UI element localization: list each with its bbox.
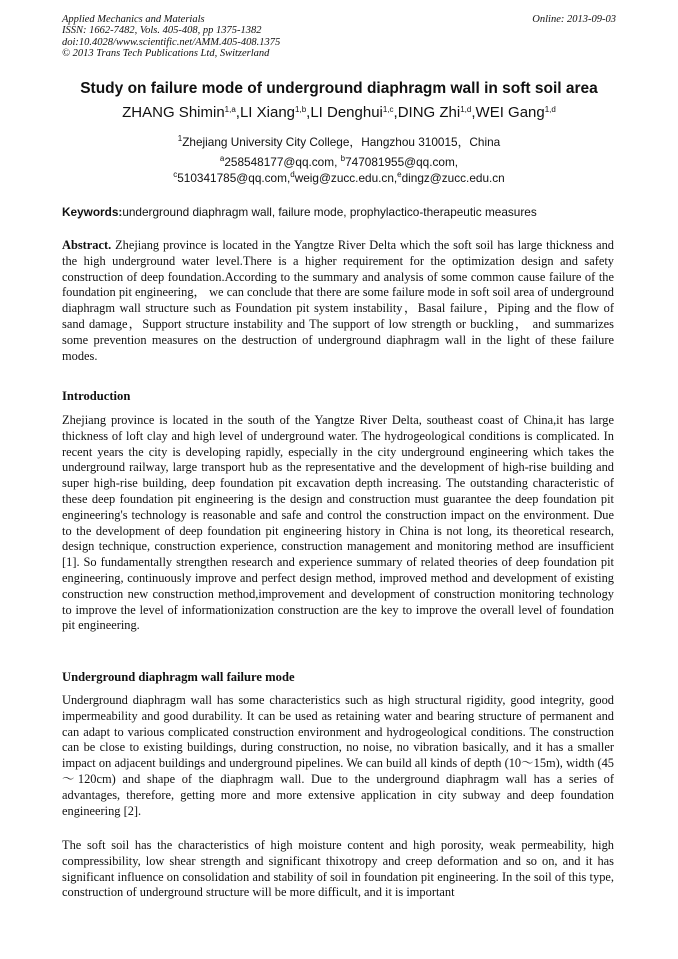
email-sup: a <box>219 154 225 163</box>
author-sup: 1,d <box>460 105 472 114</box>
affiliation-sup: 1 <box>177 134 183 143</box>
section-heading-introduction: Introduction <box>62 389 131 403</box>
email-address: 747081955@qq.com, <box>345 155 459 169</box>
doi: doi:10.4028/www.scientific.net/AMM.405-408.1375 <box>62 36 281 48</box>
author-name: LI Denghui <box>310 104 383 121</box>
email-address: 510341785@qq.com, <box>177 171 291 185</box>
email-sup: c <box>173 170 178 179</box>
keywords-label: Keywords: <box>62 205 123 219</box>
email-line <box>30 170 648 186</box>
paragraph-text: Underground diaphragm wall has some characteristics such as high structural rigidity, good integrity, good impermeability and good durability. It can be used as retaining water and bearing structure of permanent and can adapt to various complicated construction environment and hydrogeological conditions. The construction can be close to existing buildings, during construction, no noise, no vibration basically, and it has a smaller impact on adjacent buildings and underground pipelines. We can build all kinds of depth (10～15m), width (45～120cm) and shape of the diaphragm wall. Due to the underground diaphragm wall has a series of advantages, therefore, getting more and more extensive application in city subway and deep foundation engineering [2]. <box>62 693 614 818</box>
paragraph-text: Zhejiang province is located in the south of the Yangtze River Delta, southeast coast of China,it has large thickness of loft clay and high level of underground water. The hydrogeological conditions is complicated. In recent years the city is developing rapidly, especially in the city underground engineering which takes the underground railway, large transport hub as the representative and the development of high-rise building and super high-rise building, deep foundation pit excavation depth increasing. The outstanding characteristic of these deep foundation pit engineering is the design and construction must guarantee the deep foundation pit engineering's technology is reasonable and safe and control the construction impact on the environment. Due to the development of deep foundation pit engineering history in China is not long, its theoretical research, design technique, construction experience, construction management and monitoring method are insufficient [1]. So fundamentally strengthen research and experience summary of related theories of deep foundation pit engineering, continuously improve and perfect design method, improved method and development of existing construction new construction method,improvement and development of construction monitoring technology to improve the level of informationization construction are the key to improve the overall level of foundation pit engineering. <box>62 413 614 633</box>
keywords-text: underground diaphragm wall, failure mode, prophylactico-therapeutic measures <box>122 205 537 219</box>
email-sup: b <box>340 154 346 163</box>
keywords <box>62 205 616 219</box>
introduction-paragraph <box>62 413 614 634</box>
failure-mode-paragraph-1 <box>62 693 614 819</box>
author-sup: 1,c <box>382 105 394 114</box>
author-sup: 1,a <box>224 105 236 114</box>
author-name: WEI Gang <box>475 104 545 121</box>
abstract-text: Zhejiang province is located in the Yangtze River Delta which the soft soil has large thickness and the high underground water level.There is a higher requirement for the optimization design and safety construction of deep foundation.According to the summary and analysis of some common cause failure of the foundation pit engineering， we can conclude that there are some failure mode in soft soil area of underground diaphragm wall structure such as Foundation pit system instability，Basal failure，Piping and the flow of sand damage，Support structure instability and The support of low strength or buckling， and summarizes some prevention measures on the destruction of underground diaphragm wall in the light of these failure modes. <box>62 238 614 363</box>
abstract-label: Abstract. <box>62 238 112 252</box>
failure-mode-paragraph-2 <box>62 838 614 901</box>
email-address: 258548177@qq.com, <box>224 155 341 169</box>
issn: ISSN: 1662-7482, Vols. 405-408, pp 1375-1382 <box>62 25 262 37</box>
email-address: dingz@zucc.edu.cn <box>401 171 505 185</box>
journal-name: Applied Mechanics and Materials <box>62 14 205 25</box>
author-name: ZHANG Shimin <box>122 104 225 121</box>
abstract <box>62 238 614 364</box>
author-name: DING Zhi <box>397 104 461 121</box>
author-sup: 1,b <box>295 105 307 114</box>
journal-header <box>62 14 616 60</box>
paragraph-text: The soft soil has the characteristics of high moisture content and high porosity, weak permeability, high compressibility, low shear strength and significant thixotropy and creep deformation and so on, and it has significant influence on consolidation and stability of soil in foundation pit engineering. In the soil of this type, construction of underground structure will be more difficult, and it is important <box>62 838 614 900</box>
paper-title: Study on failure mode of underground diaphragm wall in soft soil area <box>80 80 598 97</box>
affiliation-text: Zhejiang University City College，Hangzhou 310015，China <box>182 135 501 149</box>
author-sup: 1,d <box>544 105 556 114</box>
email-sup: d <box>290 170 295 179</box>
author-list: ZHANG Shimin$^{1,a}$,LI Xiang$^{1,b}$,LI Denghui$^{1,c}$,DING Zhi$^{1,d}$,WEI Gang$^{1,d}$ <box>122 104 556 121</box>
email-sup: e <box>397 170 402 179</box>
email-address: weig@zucc.edu.cn, <box>294 171 398 185</box>
section-heading-failure-mode: Underground diaphragm wall failure mode <box>62 670 295 684</box>
online-date: Online: 2013-09-03 <box>532 14 616 25</box>
email-line <box>30 154 648 170</box>
affiliation <box>30 133 648 150</box>
email-block <box>30 154 648 186</box>
author-name: LI Xiang <box>239 104 296 121</box>
copyright: © 2013 Trans Tech Publications Ltd, Switzerland <box>62 48 270 60</box>
